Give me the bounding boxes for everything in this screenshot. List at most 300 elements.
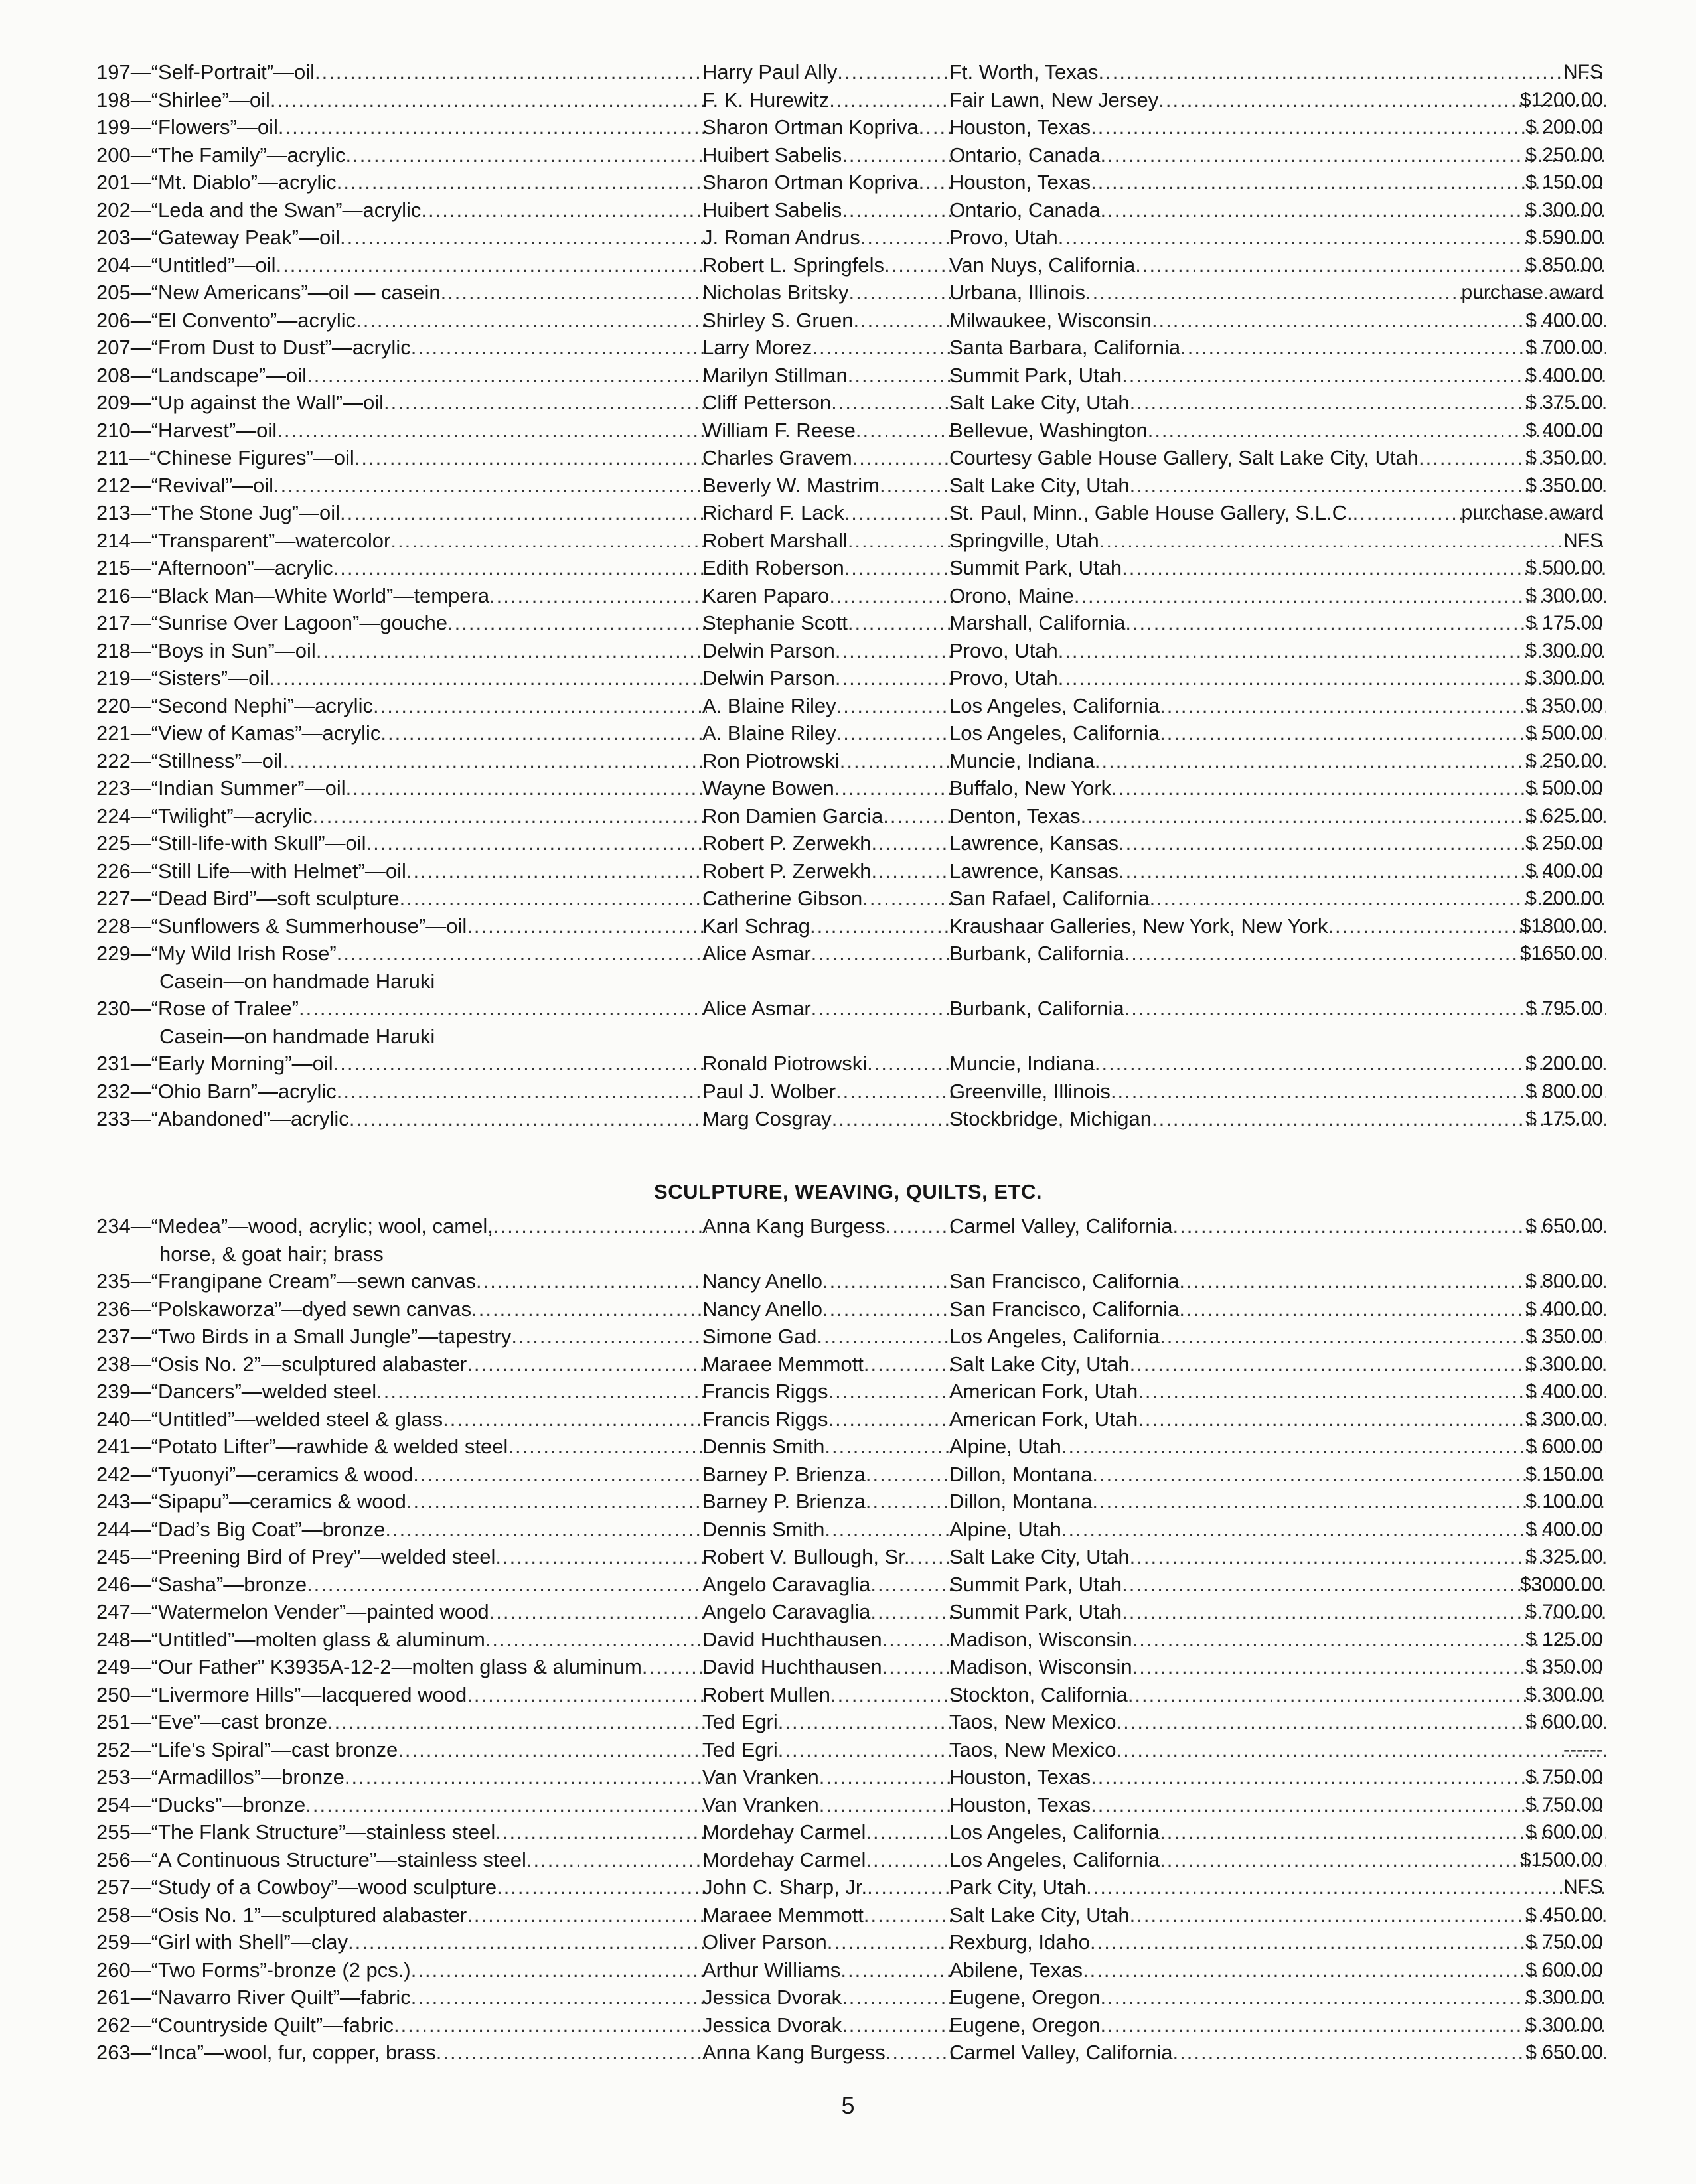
entry-location-text: Los Angeles, California	[949, 1325, 1160, 1348]
entry-artist	[702, 609, 953, 636]
entry-title	[96, 774, 707, 802]
entry-location-text: Provo, Utah	[949, 226, 1058, 249]
entry-artist-text: Mordehay Carmel	[702, 1848, 866, 1871]
entry-location-text: Provo, Utah	[949, 666, 1058, 690]
entry-price: $ 700.00	[1525, 336, 1603, 358]
catalog-entry	[0, 1350, 1696, 1378]
dot-leader	[844, 499, 953, 526]
entry-artist-text: Nicholas Britsky	[702, 281, 849, 304]
entry-price: $ 500.00	[1525, 557, 1603, 579]
entry-price: $ 350.00	[1525, 447, 1603, 469]
entry-location-text: Carmel Valley, California	[949, 1214, 1173, 1238]
catalog-entry	[0, 1323, 1696, 1350]
entry-artist-text: David Huchthausen	[702, 1655, 882, 1678]
entry-price: $ 250.00	[1525, 832, 1603, 854]
dot-leader	[856, 417, 953, 444]
entry-price: $ 500.00	[1525, 722, 1603, 744]
catalog-entry-subtitle	[0, 968, 1696, 995]
entry-artist	[702, 912, 953, 940]
dot-leader	[340, 499, 707, 526]
entry-artist-text: Harry Paul Ally	[702, 60, 838, 84]
entry-location-text: St. Paul, Minn., Gable House Gallery, S.L.C.	[949, 501, 1353, 524]
entry-location-text: Burbank, California	[949, 942, 1124, 965]
entry-title	[96, 582, 707, 609]
entry-location-text: American Fork, Utah	[949, 1407, 1138, 1431]
dot-leader	[871, 830, 953, 857]
entry-artist	[702, 1488, 953, 1515]
entry-artist-text: Sharon Ortman Kopriva	[702, 115, 919, 139]
entry-artist	[702, 1956, 953, 1984]
catalog-entry	[0, 86, 1696, 113]
entry-title-text: 258—“Osis No. 1”—sculptured alabaster	[96, 1903, 467, 1927]
entry-location-text: Houston, Texas	[949, 1792, 1091, 1816]
catalog-entry	[0, 664, 1696, 692]
entry-title-text: 219—“Sisters”—oil	[96, 666, 270, 690]
entry-title-text: 206—“El Convento”—acrylic	[96, 308, 356, 332]
entry-artist-text: Beverly W. Mastrim	[702, 473, 880, 497]
dot-leader	[273, 472, 707, 499]
entry-location-text: Salt Lake City, Utah	[949, 1545, 1130, 1568]
entry-title	[96, 1929, 707, 1956]
entry-artist-text: Ron Piotrowski	[702, 749, 840, 772]
entry-artist	[702, 1901, 953, 1929]
dot-leader	[495, 1818, 707, 1846]
entry-price: $ 400.00	[1525, 364, 1603, 386]
entry-title-text: 257—“Study of a Cowboy”—wood sculpture	[96, 1875, 497, 1899]
catalog-entry	[0, 1571, 1696, 1598]
entry-title-text: 255—“The Flank Structure”—stainless steel	[96, 1820, 496, 1844]
dot-leader	[811, 995, 953, 1022]
entry-title-text: 249—“Our Father” K3935A-12-2—molten glass & aluminum	[96, 1655, 642, 1678]
entry-title-text: 263—“Inca”—wool, fur, copper, brass	[96, 2041, 436, 2064]
dot-leader	[467, 1901, 707, 1929]
dot-leader	[828, 1378, 954, 1405]
dot-leader	[443, 1406, 707, 1433]
entry-artist-text: Marilyn Stillman	[702, 363, 848, 387]
entry-artist-text: Ronald Piotrowski	[702, 1052, 868, 1075]
entry-artist-text: Van Vranken	[702, 1765, 819, 1788]
catalog-entry	[0, 527, 1696, 554]
dot-leader	[366, 830, 707, 857]
entry-price: $ 150.00	[1525, 1463, 1603, 1485]
entry-location-text: Carmel Valley, California	[949, 2041, 1173, 2064]
entry-artist-text: William F. Reese	[702, 418, 856, 442]
entry-artist	[702, 1598, 953, 1625]
entry-artist	[702, 1653, 953, 1680]
entry-artist	[702, 444, 953, 471]
entry-title-text: 223—“Indian Summer”—oil	[96, 776, 346, 800]
entry-title-text: 226—“Still Life—with Helmet”—oil	[96, 859, 406, 883]
dot-leader	[852, 444, 953, 471]
dot-leader	[316, 637, 707, 664]
catalog-entry	[0, 1543, 1696, 1570]
section-heading: SCULPTURE, WEAVING, QUILTS, ETC.	[654, 1180, 1042, 1203]
catalog-entry	[0, 362, 1696, 389]
catalog-entry	[0, 1488, 1696, 1515]
entry-price: $ 750.00	[1525, 1766, 1603, 1788]
catalog-entry	[0, 499, 1696, 526]
entry-artist-text: Robert P. Zerwekh	[702, 832, 872, 855]
entry-title	[96, 637, 707, 664]
catalog-entry	[0, 1791, 1696, 1818]
dot-leader	[827, 1929, 953, 1956]
entry-artist	[702, 1846, 953, 1873]
entry-price: $ 400.00	[1525, 309, 1603, 331]
entry-price: $ 375.00	[1525, 392, 1603, 413]
entry-medium: horse, & goat hair; brass	[159, 1242, 384, 1266]
entry-artist	[702, 554, 953, 581]
entry-artist	[702, 1681, 953, 1708]
dot-leader	[269, 664, 707, 692]
entry-title	[96, 499, 707, 526]
entry-price: $ 150.00	[1525, 171, 1603, 193]
dot-leader	[848, 362, 953, 389]
dot-leader	[337, 1078, 707, 1105]
entry-title	[96, 1516, 707, 1543]
dot-leader	[840, 747, 953, 774]
entry-title-text: 228—“Sunflowers & Summerhouse”—oil	[96, 914, 467, 938]
entry-artist-text: Oliver Parson	[702, 1930, 827, 1954]
entry-artist	[702, 2011, 953, 2039]
entry-price: $ 600.00	[1525, 1711, 1603, 1733]
dot-leader	[526, 1846, 707, 1873]
entry-location-text: Park City, Utah	[949, 1875, 1087, 1899]
dot-leader	[476, 1268, 707, 1295]
entry-title-text: 201—“Mt. Diablo”—acrylic	[96, 171, 337, 194]
dot-leader	[413, 1461, 707, 1488]
entry-artist-text: Francis Riggs	[702, 1407, 828, 1431]
catalog-entry	[0, 472, 1696, 499]
entry-title-text: 202—“Leda and the Swan”—acrylic	[96, 198, 422, 222]
entry-artist-text: Barney P. Brienza	[702, 1462, 866, 1486]
entry-title	[96, 1212, 707, 1240]
entry-location-text: Summit Park, Utah	[949, 1572, 1122, 1596]
dot-leader	[485, 1626, 707, 1653]
entry-artist-text: Karl Schrag	[702, 914, 810, 938]
dot-leader	[831, 389, 953, 416]
entry-title	[96, 1791, 707, 1818]
entry-location-text: Van Nuys, California	[949, 253, 1136, 277]
catalog-entry	[0, 1901, 1696, 1929]
entry-title	[96, 1818, 707, 1846]
dot-leader	[345, 1763, 707, 1790]
dot-leader	[270, 86, 707, 113]
dot-leader	[828, 1406, 954, 1433]
dot-leader	[870, 1571, 953, 1598]
entry-price: $ 350.00	[1525, 474, 1603, 496]
entry-artist	[702, 1543, 953, 1570]
entry-artist	[702, 1571, 953, 1598]
entry-location-text: Madison, Wisconsin	[949, 1655, 1132, 1678]
entry-artist	[702, 1323, 953, 1350]
catalog-entry	[0, 307, 1696, 334]
dot-leader	[778, 1708, 953, 1735]
dot-leader	[299, 995, 707, 1022]
entry-artist	[702, 885, 953, 912]
entry-price: $ 300.00	[1525, 667, 1603, 689]
entry-price: $ 300.00	[1525, 1986, 1603, 2008]
entry-location-text: American Fork, Utah	[949, 1380, 1138, 1403]
entry-artist-text: Robert V. Bullough, Sr.	[702, 1545, 910, 1568]
entry-title-text: 225—“Still-life-with Skull”—oil	[96, 832, 366, 855]
entry-price: $ 600.00	[1525, 1821, 1603, 1843]
entry-price: $ 200.00	[1525, 116, 1603, 138]
entry-location-text: Greenville, Illinois	[949, 1079, 1111, 1103]
entry-location-text: Los Angeles, California	[949, 721, 1160, 745]
dot-leader	[778, 1736, 953, 1763]
catalog-entry	[0, 582, 1696, 609]
entry-artist-text: Van Vranken	[702, 1792, 819, 1816]
entry-title	[96, 417, 707, 444]
entry-location-text: Salt Lake City, Utah	[949, 1903, 1130, 1927]
entry-artist	[702, 1406, 953, 1433]
catalog-entry	[0, 774, 1696, 802]
entry-artist	[702, 1791, 953, 1818]
entry-title	[96, 2011, 707, 2039]
catalog-entry	[0, 2039, 1696, 2066]
entry-price: $1500.00	[1519, 1848, 1603, 1871]
entry-location-text: Houston, Texas	[949, 1765, 1091, 1788]
entry-title-text: 262—“Countryside Quilt”—fabric	[96, 2013, 394, 2037]
entry-price: $ 300.00	[1525, 639, 1603, 662]
entry-artist-text: Ted Egri	[702, 1737, 778, 1761]
catalog-entry	[0, 802, 1696, 830]
entry-title-text: 233—“Abandoned”—acrylic	[96, 1107, 349, 1130]
entry-title-text: 208—“Landscape”—oil	[96, 363, 307, 387]
entry-price: $3000.00	[1519, 1573, 1603, 1595]
entry-price: $1650.00	[1519, 942, 1603, 964]
entry-title	[96, 389, 707, 416]
entry-artist	[702, 307, 953, 334]
entry-artist	[702, 113, 953, 141]
entry-price: $ 700.00	[1525, 1601, 1603, 1623]
entry-price: $ 650.00	[1525, 1215, 1603, 1237]
entry-artist-text: Robert P. Zerwekh	[702, 859, 872, 883]
entry-location-text: Salt Lake City, Utah	[949, 391, 1130, 414]
catalog-entry	[0, 747, 1696, 774]
entry-location-text: Summit Park, Utah	[949, 556, 1122, 579]
dot-leader	[411, 1984, 707, 2011]
entry-price: $1200.00	[1519, 88, 1603, 111]
entry-artist-text: Delwin Parson	[702, 666, 835, 690]
entry-artist-text: Cliff Petterson	[702, 391, 832, 414]
entry-location-text: Dillon, Montana	[949, 1490, 1093, 1513]
entry-location-text: Urbana, Illinois	[949, 281, 1086, 304]
dot-leader	[467, 1350, 707, 1378]
entry-artist-text: Ted Egri	[702, 1710, 778, 1733]
entry-artist-text: Alice Asmar	[702, 997, 811, 1020]
entry-title-text: 234—“Medea”—wood, acrylic; wool, camel,	[96, 1214, 493, 1238]
dot-leader	[842, 2011, 953, 2039]
entry-title	[96, 141, 707, 169]
entry-artist-text: Marg Cosgray	[702, 1107, 832, 1130]
dot-leader	[862, 885, 953, 912]
dot-leader	[867, 1050, 953, 1077]
catalog-entry	[0, 1433, 1696, 1460]
entry-artist	[702, 196, 953, 224]
entry-title-text: 245—“Preening Bird of Prey”—welded steel	[96, 1545, 496, 1568]
entry-artist-text: Arthur Williams	[702, 1958, 841, 1982]
entry-location-text: Denton, Texas	[949, 804, 1081, 828]
entry-artist-text: Jessica Dvorak	[702, 1986, 842, 2009]
catalog-entry	[0, 554, 1696, 581]
entry-title	[96, 1488, 707, 1515]
entry-artist-text: Dennis Smith	[702, 1517, 825, 1541]
dot-leader	[489, 1598, 707, 1625]
dot-leader	[848, 609, 953, 636]
dot-leader	[883, 802, 953, 830]
entry-artist-text: Anna Kang Burgess	[702, 1214, 886, 1238]
entry-artist-text: Robert Marshall	[702, 528, 848, 552]
entry-title-text: 229—“My Wild Irish Rose”	[96, 942, 337, 965]
entry-artist-text: Huibert Sabelis	[702, 143, 842, 167]
catalog-entry-subtitle	[0, 1240, 1696, 1268]
entry-title-text: 240—“Untitled”—welded steel & glass	[96, 1407, 443, 1431]
dot-leader	[380, 719, 707, 747]
entry-title-text: 254—“Ducks”—bronze	[96, 1792, 306, 1816]
entry-artist-text: Nancy Anello	[702, 1297, 822, 1321]
dot-leader	[842, 1984, 953, 2011]
entry-title	[96, 1653, 707, 1680]
entry-title	[96, 830, 707, 857]
entry-title	[96, 1681, 707, 1708]
entry-title	[96, 1078, 707, 1105]
entry-price: $ 300.00	[1525, 584, 1603, 607]
entry-artist-text: Angelo Caravaglia	[702, 1600, 871, 1623]
entry-artist-text: Simone Gad	[702, 1325, 817, 1348]
entry-artist	[702, 472, 953, 499]
catalog-entry	[0, 857, 1696, 885]
entry-artist	[702, 1984, 953, 2011]
entry-artist-text: Sharon Ortman Kopriva	[702, 171, 919, 194]
catalog-entry	[0, 1873, 1696, 1901]
entry-artist	[702, 637, 953, 664]
entry-price: $ 750.00	[1525, 1931, 1603, 1953]
entry-price: $ 250.00	[1525, 143, 1603, 166]
entry-title-text: 209—“Up against the Wall”—oil	[96, 391, 384, 414]
entry-price: $ 175.00	[1525, 612, 1603, 634]
entry-artist	[702, 527, 953, 554]
entry-title-text: 199—“Flowers”—oil	[96, 115, 278, 139]
dot-leader	[337, 169, 707, 196]
catalog-entry	[0, 252, 1696, 279]
entry-location-text: Orono, Maine	[949, 583, 1074, 607]
entry-artist	[702, 802, 953, 830]
entry-location-text: Taos, New Mexico	[949, 1737, 1117, 1761]
entry-title-text: 261—“Navarro River Quilt”—fabric	[96, 1986, 411, 2009]
entry-artist	[702, 2039, 953, 2066]
entry-artist	[702, 389, 953, 416]
entry-artist	[702, 1433, 953, 1460]
dot-leader	[829, 86, 953, 113]
entry-title-text: 238—“Osis No. 2”—sculptured alabaster	[96, 1352, 467, 1376]
entry-title	[96, 1406, 707, 1433]
dot-leader	[919, 113, 953, 141]
entry-title-text: 222—“Stillness”—oil	[96, 749, 283, 772]
catalog-entry	[0, 1078, 1696, 1105]
catalog-entry	[0, 224, 1696, 251]
entry-title	[96, 252, 707, 279]
entry-title-text: 260—“Two Forms”-bronze (2 pcs.)	[96, 1958, 411, 1982]
entry-artist-text: Charles Gravem	[702, 446, 852, 469]
entry-title	[96, 1350, 707, 1378]
entry-price: $ 795.00	[1525, 997, 1603, 1019]
entry-title	[96, 169, 707, 196]
entry-title-text: 250—“Livermore Hills”—lacquered wood	[96, 1682, 467, 1706]
entry-artist	[702, 1105, 953, 1132]
entry-artist-text: A. Blaine Riley	[702, 721, 836, 745]
dot-leader	[848, 527, 953, 554]
catalog-entry	[0, 719, 1696, 747]
catalog-entry	[0, 169, 1696, 196]
entry-artist	[702, 224, 953, 251]
catalog-entry	[0, 1105, 1696, 1132]
entry-location-text: Los Angeles, California	[949, 1820, 1160, 1844]
entry-location-text: San Rafael, California	[949, 887, 1150, 910]
catalog-entry	[0, 1681, 1696, 1708]
dot-leader	[812, 334, 953, 361]
entry-artist-text: Delwin Parson	[702, 638, 835, 662]
entry-title	[96, 1763, 707, 1790]
entry-artist	[702, 1626, 953, 1653]
entry-title-text: 203—“Gateway Peak”—oil	[96, 226, 340, 249]
entry-title-text: 204—“Untitled”—oil	[96, 253, 276, 277]
catalog-entry	[0, 637, 1696, 664]
catalog-entry	[0, 912, 1696, 940]
entry-artist	[702, 1050, 953, 1077]
entry-artist-text: David Huchthausen	[702, 1627, 882, 1651]
entry-location-text: Los Angeles, California	[949, 1848, 1160, 1871]
entry-price: $ 625.00	[1525, 804, 1603, 827]
dot-leader	[832, 1105, 953, 1132]
entry-title-text: 198—“Shirlee”—oil	[96, 88, 270, 111]
entry-artist	[702, 830, 953, 857]
entry-artist-text: J. Roman Andrus	[702, 226, 860, 249]
dot-leader	[333, 1050, 707, 1077]
entry-location-text: Ontario, Canada	[949, 198, 1101, 222]
entry-title-text: 248—“Untitled”—molten glass & aluminum	[96, 1627, 485, 1651]
entry-location-text: Summit Park, Utah	[949, 363, 1122, 387]
dot-leader	[384, 389, 707, 416]
dot-leader	[337, 940, 707, 967]
entry-artist-text: Larry Morez	[702, 336, 812, 359]
entry-artist	[702, 1268, 953, 1295]
dot-leader	[376, 1378, 707, 1405]
entry-artist-text: Wayne Bowen	[702, 776, 834, 800]
entry-title-text: 252—“Life’s Spiral”—cast bronze	[96, 1737, 398, 1761]
dot-leader	[811, 940, 953, 967]
entry-price: $ 300.00	[1525, 1352, 1603, 1375]
entry-title	[96, 1543, 707, 1570]
entry-artist-text: Alice Asmar	[702, 942, 811, 965]
dot-leader	[406, 857, 707, 885]
dot-leader	[354, 444, 707, 471]
entry-price: $ 350.00	[1525, 1325, 1603, 1347]
entry-location-text: San Francisco, California	[949, 1270, 1180, 1293]
entry-price: $ 400.00	[1525, 1518, 1603, 1540]
entry-artist-text: Angelo Caravaglia	[702, 1572, 871, 1596]
entry-title	[96, 2039, 707, 2066]
catalog-entry	[0, 830, 1696, 857]
entry-title	[96, 472, 707, 499]
entry-price: $ 200.00	[1525, 1053, 1603, 1074]
catalog-entry	[0, 1708, 1696, 1735]
entry-title-text: 207—“From Dust to Dust”—acrylic	[96, 336, 411, 359]
entry-artist	[702, 362, 953, 389]
entry-artist-text: Dennis Smith	[702, 1435, 825, 1458]
dot-leader	[822, 1268, 953, 1295]
catalog-entry	[0, 1378, 1696, 1405]
